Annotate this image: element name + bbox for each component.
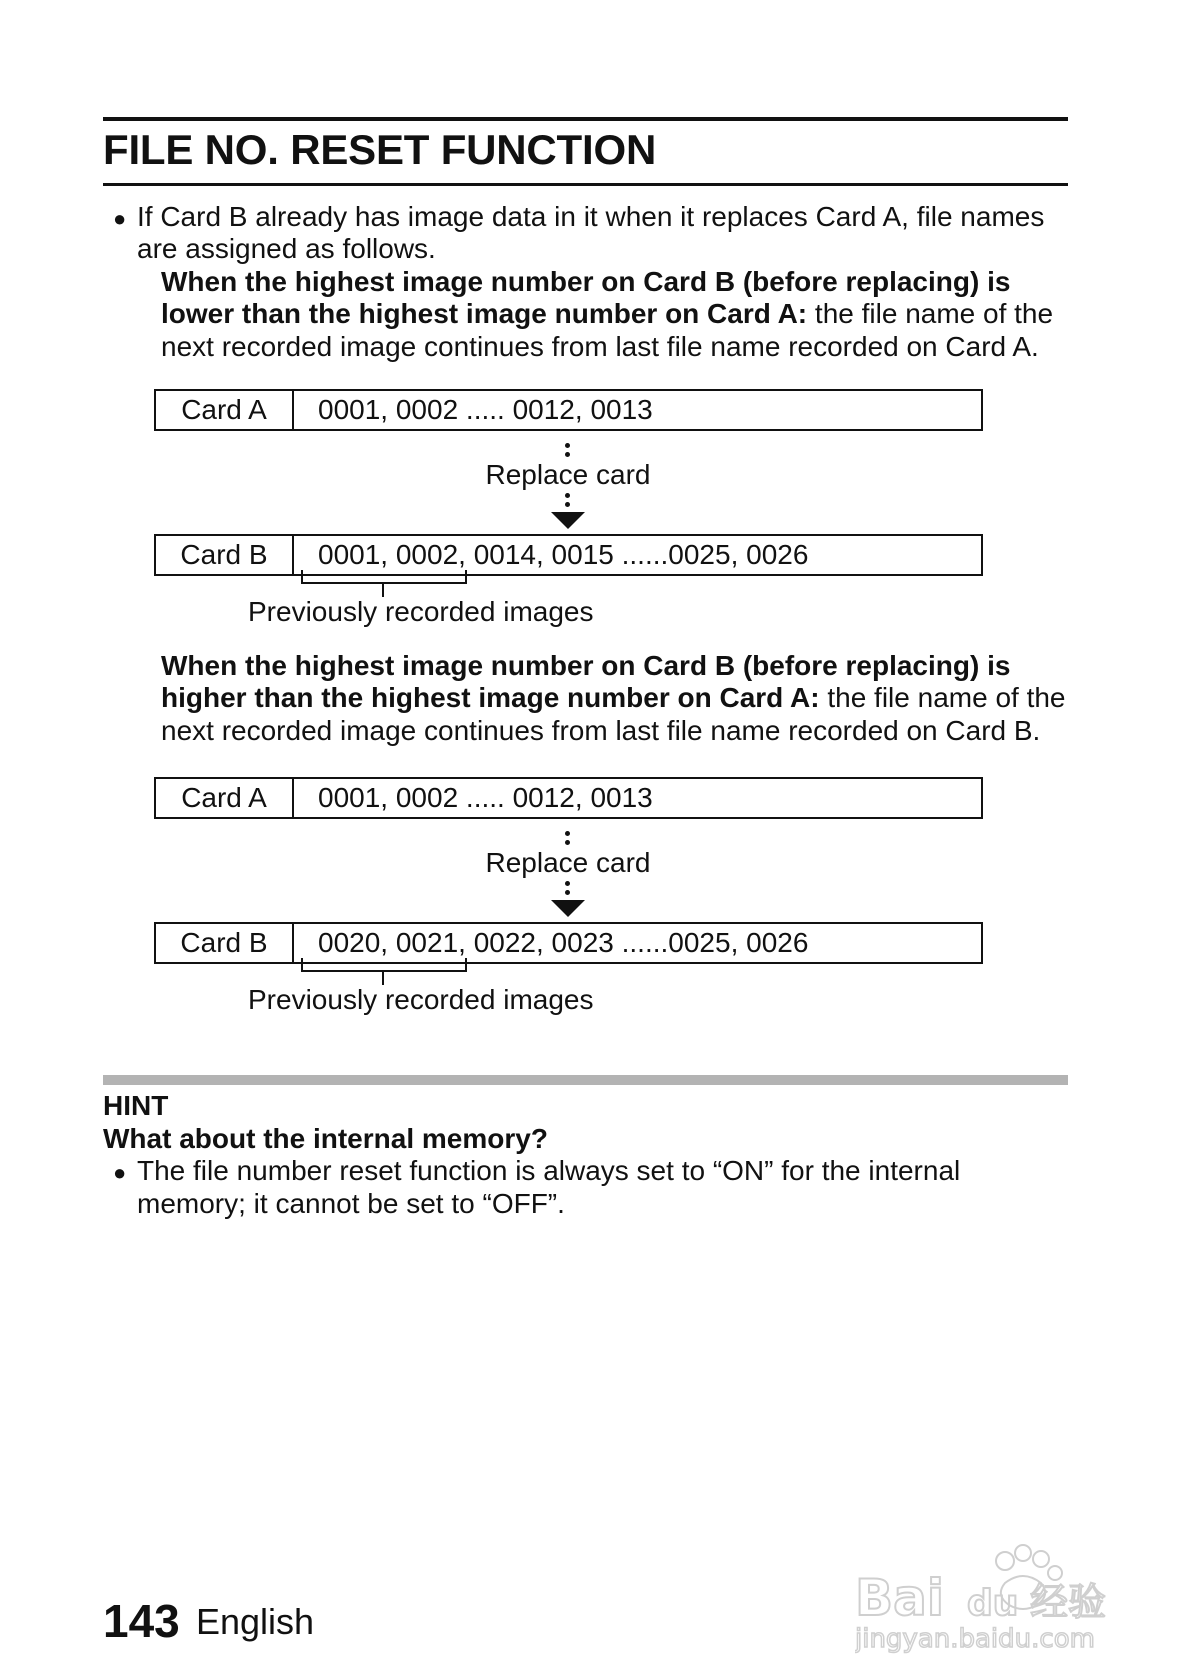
svg-text:du: du xyxy=(967,1583,1019,1624)
case1-dot xyxy=(565,502,570,507)
title-top-rule xyxy=(103,117,1068,121)
hint-label: HINT xyxy=(103,1090,169,1121)
case2-bracket-caption: Previously recorded images xyxy=(248,984,594,1015)
case2-dot xyxy=(565,831,570,836)
case2-card-a-files: 0001, 0002 ..... 0012, 0013 xyxy=(318,782,653,813)
case2-card-b-box xyxy=(154,922,983,964)
case2-dot xyxy=(565,840,570,845)
case2-heading-line-2 xyxy=(161,682,1066,715)
case2-card-b-label: Card B xyxy=(156,924,294,962)
case2-heading-rest: the file name of the xyxy=(819,682,1066,713)
intro-line-2: are assigned as follows. xyxy=(137,233,436,264)
case1-dot xyxy=(565,443,570,448)
case2-card-a-label: Card A xyxy=(156,779,294,817)
hint-question: What about the internal memory? xyxy=(103,1123,548,1154)
case1-bracket-tick xyxy=(382,583,384,597)
case1-card-b-box xyxy=(154,534,983,576)
case2-card-b-files: 0020, 0021, 0022, 0023 ......0025, 0026 xyxy=(318,927,809,958)
case2-bracket-tick xyxy=(382,971,384,985)
case2-down-arrow-icon xyxy=(551,900,585,917)
case1-card-a-files: 0001, 0002 ..... 0012, 0013 xyxy=(318,394,653,425)
intro-bullet: ● xyxy=(113,206,127,231)
svg-text:jingyan.baidu.com: jingyan.baidu.com xyxy=(855,1624,1095,1654)
svg-text:经验: 经验 xyxy=(1030,1580,1107,1624)
hint-line-1: The file number reset function is always set to “ON” for the internal xyxy=(137,1155,961,1186)
page-number: 143 xyxy=(103,1595,180,1647)
case1-card-b-files: 0001, 0002, 0014, 0015 ......0025, 0026 xyxy=(318,539,809,570)
hint-line-2: memory; it cannot be set to “OFF”. xyxy=(137,1188,565,1219)
case1-card-b-label: Card B xyxy=(156,536,294,574)
case2-replace-label: Replace card xyxy=(485,847,651,878)
case1-bracket-caption: Previously recorded images xyxy=(248,596,594,627)
title-bottom-rule xyxy=(103,183,1068,186)
case2-heading-bold: higher than the highest image number on Card A: xyxy=(161,682,820,713)
case2-dot xyxy=(565,881,570,886)
case2-card-a-box xyxy=(154,777,983,819)
case1-replace-label: Replace card xyxy=(485,459,651,490)
case1-heading-line-2 xyxy=(161,298,1053,331)
case2-heading-line-1: When the highest image number on Card B (before replacing) is xyxy=(161,650,1011,681)
svg-text:Bai: Bai xyxy=(855,1569,944,1627)
case1-dot xyxy=(565,493,570,498)
case1-line-3: next recorded image continues from last file name recorded on Card A. xyxy=(161,331,1039,362)
hint-bar xyxy=(103,1075,1068,1085)
case2-bracket xyxy=(301,958,467,972)
case2-line-3: next recorded image continues from last file name recorded on Card B. xyxy=(161,715,1041,746)
baidu-watermark xyxy=(855,1535,1125,1660)
case1-card-a-label: Card A xyxy=(156,391,294,429)
case1-heading-rest: the file name of the xyxy=(807,298,1054,329)
page-language: English xyxy=(196,1601,315,1642)
case1-heading-bold: lower than the highest image number on Card A: xyxy=(161,298,808,329)
case1-dot xyxy=(565,452,570,457)
case1-down-arrow-icon xyxy=(551,512,585,529)
case1-heading-line-1: When the highest image number on Card B (before replacing) is xyxy=(161,266,1011,297)
page-title: FILE NO. RESET FUNCTION xyxy=(103,126,657,173)
hint-bullet: ● xyxy=(113,1160,127,1185)
case1-bracket xyxy=(301,570,467,584)
case1-card-a-box xyxy=(154,389,983,431)
case2-dot xyxy=(565,890,570,895)
intro-line-1: If Card B already has image data in it when it replaces Card A, file names xyxy=(137,201,1045,232)
baidu-watermark-icon xyxy=(855,1535,1125,1655)
